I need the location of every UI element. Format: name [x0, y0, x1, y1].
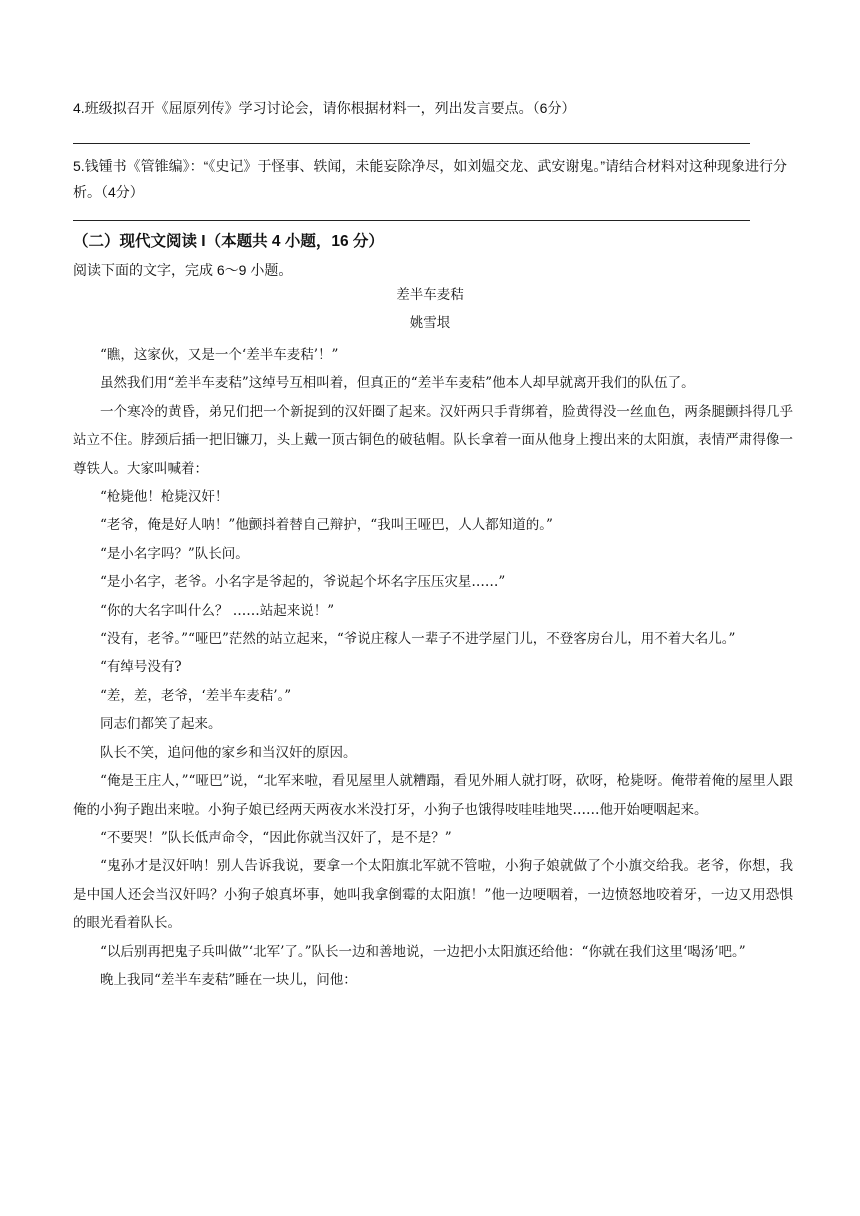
story-paragraph: “俺是王庄人，”“哑巴”说，“北军来啦，看见屋里人就糟蹋，看见外厢人就打呀，砍呀，枪毙呀。俺带着俺的屋里人跟俺的小狗子跑出来啦。小狗子娘已经两天两夜水米没打牙，小狗子也饿得吱哇哇地哭……他开始哽咽起来。 — [73, 773, 793, 818]
story-paragraph: “老爷，俺是好人呐！”他颤抖着替自己辩护，“我叫王哑巴，人人都知道的。” — [100, 517, 553, 534]
story-paragraph: “瞧，这家伙，又是一个‘差半车麦秸’！” — [100, 347, 339, 363]
story-author: 姚雪垠 — [409, 315, 451, 331]
answer-line-4[interactable] — [73, 143, 750, 144]
story-paragraph: “不要哭！”队长低声命令，“因此你就当汉奸了，是不是？” — [100, 829, 452, 846]
story-paragraph: “有绰号没有? — [100, 659, 182, 676]
answer-line-5[interactable] — [73, 220, 750, 221]
question-5: 5.钱锺书《管锥编》：“《史记》于怪事、轶闻，未能妄除净尽，如刘媪交龙、武安谢鬼。”请结合材料对这种现象进行分析。（4分） — [73, 158, 787, 200]
story-paragraph: 虽然我们用“差半车麦秸”这绰号互相叫着，但真正的“差半车麦秸”他本人却早就离开我们的队伍了。 — [100, 375, 695, 392]
story-body — [73, 341, 793, 994]
story-paragraph: “以后别再把鬼子兵叫做”‘北军’了。”队长一边和善地说，一边把小太阳旗还给他：“你就在我们这里‘喝汤’吧。” — [100, 943, 746, 960]
story-paragraph: 队长不笑，追问他的家乡和当汉奸的原因。 — [100, 744, 357, 761]
story-paragraph: 一个寒冷的黄昏，弟兄们把一个新捉到的汉奸圈了起来。汉奸两只手背绑着，脸黄得没一丝血色，两条腿颤抖得几乎站立不住。脖颈后插一把旧镰刀，头上戴一顶古铜色的破毡帽。队长拿着一面从他身上搜出来的太阳旗，表情严肃得像一尊铁人。大家叫喊着： — [73, 403, 793, 477]
story-paragraph: “是小名字吗？”队长问。 — [100, 545, 249, 562]
story-paragraph: 晚上我同“差半车麦秸”睡在一块儿，问他： — [100, 971, 357, 988]
story-paragraph: 同志们都笑了起来。 — [100, 716, 222, 733]
story-paragraph: “你的大名字叫什么？ ……站起来说！” — [100, 602, 335, 619]
story-paragraph: “是小名字，老爷。小名字是爷起的，爷说起个坏名字压压灾星……” — [100, 574, 506, 591]
story-paragraph: “枪毙他！枪毙汉奸！ — [100, 489, 229, 506]
question-4: 4.班级拟召开《屈原列传》学习讨论会，请你根据材料一，列出发言要点。（6分） — [73, 100, 576, 116]
story-paragraph: “差，差，老爷，‘差半车麦秸’。” — [100, 687, 292, 704]
section-heading: （二）现代文阅读 I（本题共 4 小题，16 分） — [73, 233, 384, 250]
story-paragraph: “鬼孙才是汉奸呐！别人告诉我说，要拿一个太阳旗北军就不管啦，小狗子娘就做了个小旗交给我。老爷，你想，我是中国人还会当汉奸吗？小狗子娘真坏事，她叫我拿倒霉的太阳旗！”他一边哽咽着，一边愤怒地咬着牙，一边又用恐惧的眼光看着队长。 — [73, 858, 793, 932]
section-instruction: 阅读下面的文字，完成 6～9 小题。 — [73, 262, 293, 278]
story-title: 差半车麦秸 — [396, 287, 464, 303]
story-paragraph: “没有，老爷。”“哑巴”茫然的站立起来，“爷说庄稼人一辈子不进学屋门儿，不登客房台儿，用不着大名儿。” — [100, 631, 736, 648]
